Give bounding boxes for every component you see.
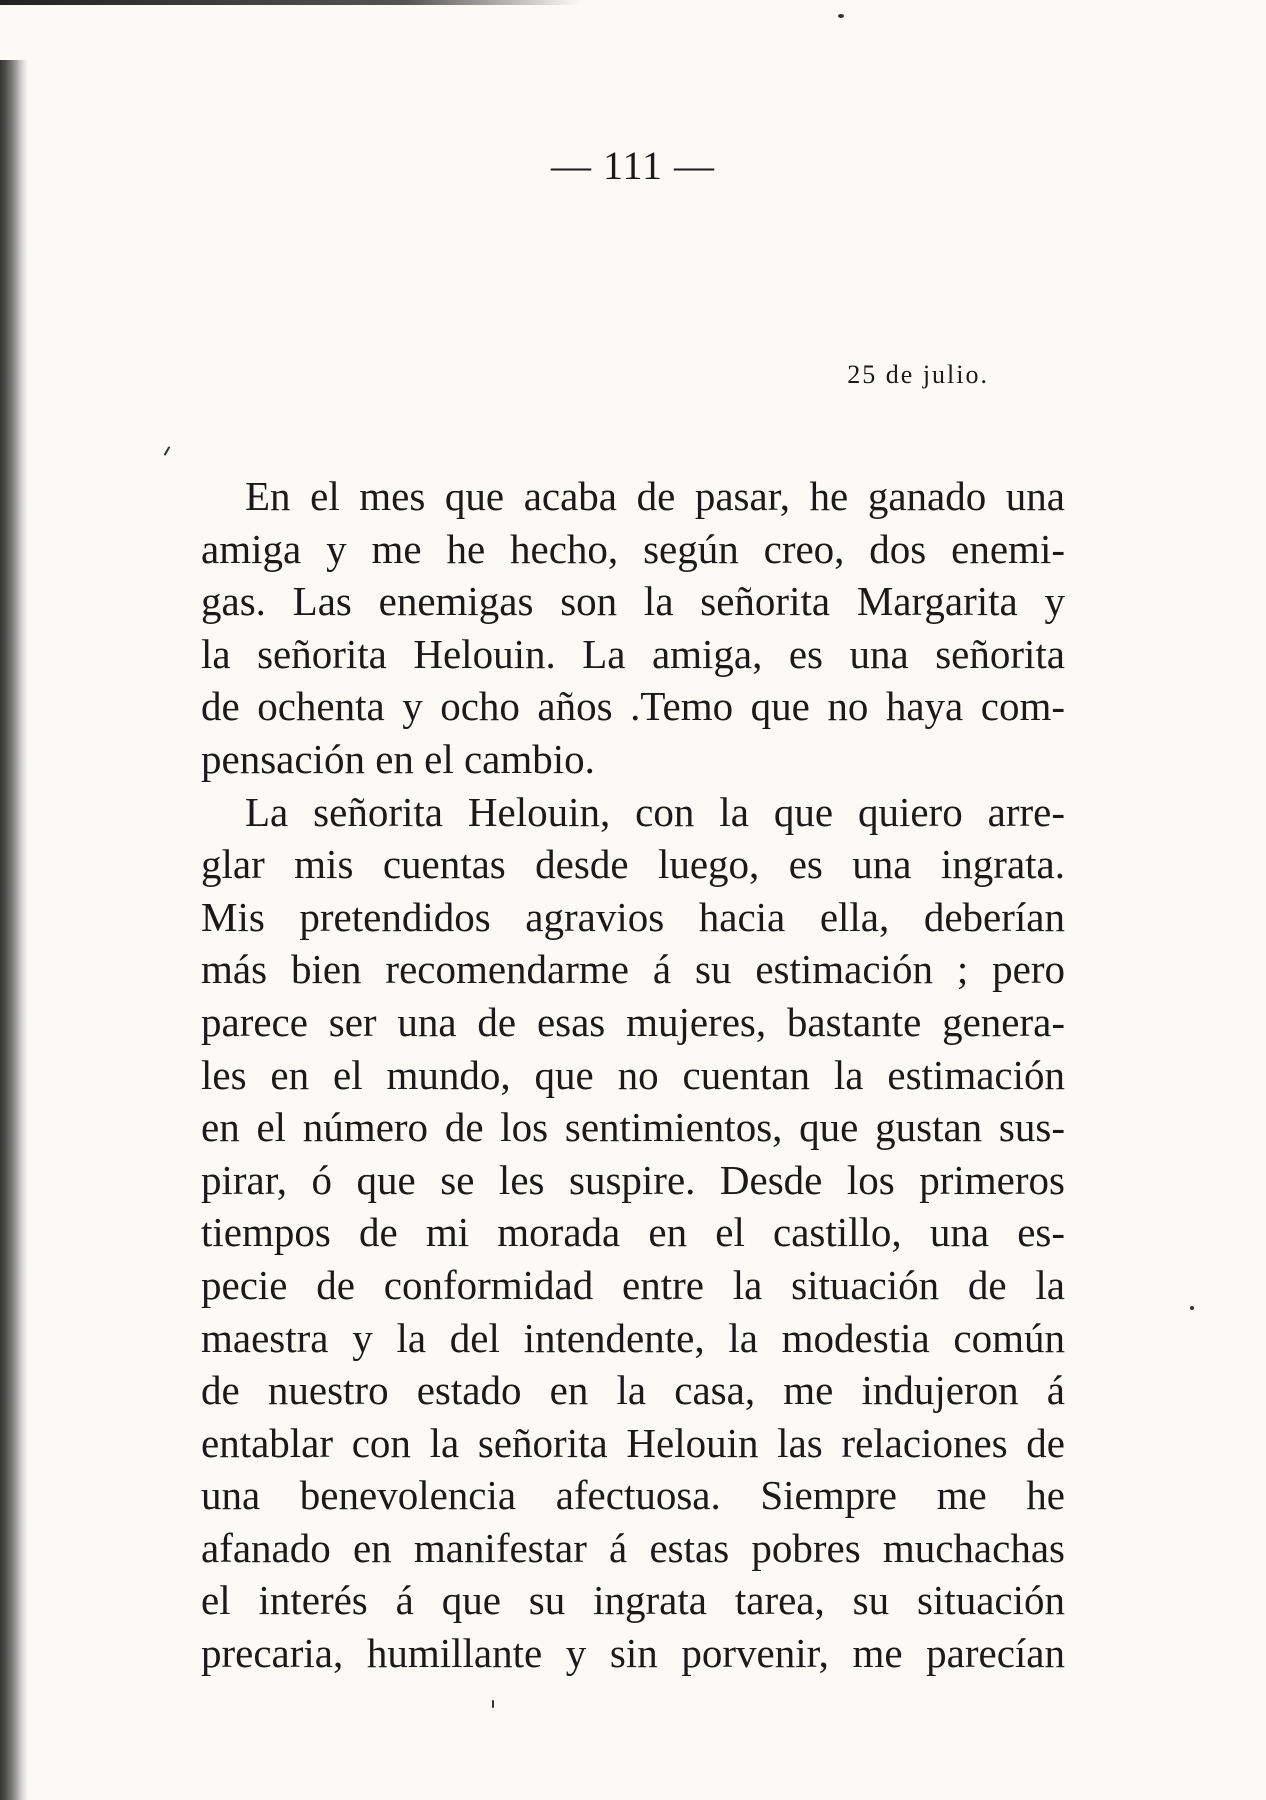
page-number (0, 142, 1266, 189)
text-line: afanado en manifestar á estas pobres muchachas (201, 1524, 1065, 1571)
text-line: La señorita Helouin, con la que quiero arre- (245, 788, 1065, 835)
text-line: parece ser una de esas mujeres, bastante genera- (201, 998, 1065, 1045)
text-line: precaria, humillante y sin porvenir, me parecían (201, 1630, 1065, 1677)
text-line: pirar, ó que se les suspire. Desde los primeros (201, 1156, 1065, 1203)
text-line: tiempos de mi morada en el castillo, una es- (201, 1209, 1065, 1256)
text-line: les en el mundo, que no cuentan la estimación (201, 1051, 1065, 1098)
paragraph-1 (155, 470, 1065, 786)
paragraph-2 (155, 786, 1065, 1680)
text-line: una benevolencia afectuosa. Siempre me he (201, 1472, 1065, 1519)
top-edge-shadow (0, 0, 580, 5)
text-line: en el número de los sentimientos, que gustan sus- (201, 1104, 1065, 1151)
body-text (155, 470, 1065, 1680)
entry-date: 25 de julio. (847, 360, 989, 389)
text-line: pecie de conformidad entre la situación de la (201, 1261, 1065, 1308)
text-line: pensación en el cambio. (201, 735, 595, 782)
binding-edge-shadow (0, 60, 28, 1800)
text-line: de nuestro estado en la casa, me indujeron á (201, 1367, 1065, 1414)
ink-speck (1190, 1306, 1194, 1310)
text-line: gas. Las enemigas son la señorita Margarita y (201, 578, 1065, 625)
text-line: amiga y me he hecho, según creo, dos enemi- (201, 525, 1065, 572)
ink-speck (492, 1700, 494, 1708)
ink-speck (838, 14, 844, 18)
text-line: En el mes que acaba de pasar, he ganado una (245, 473, 1065, 519)
text-line: de ochenta y ocho años .Temo que no haya com- (201, 683, 1065, 730)
text-line: maestra y la del intendente, la modestia común (201, 1314, 1065, 1361)
text-line: Mis pretendidos agravios hacia ella, deberían (201, 893, 1065, 940)
ink-speck (164, 446, 171, 456)
text-line: glar mis cuentas desde luego, es una ingrata. (201, 841, 1065, 888)
text-line: entablar con la señorita Helouin las relaciones de (201, 1419, 1065, 1466)
text-line: la señorita Helouin. La amiga, es una señorita (201, 630, 1065, 677)
text-line: más bien recomendarme á su estimación ; pero (201, 946, 1065, 993)
text-line: el interés á que su ingrata tarea, su situación (201, 1577, 1065, 1624)
page-number-label: — 111 — (550, 143, 716, 188)
